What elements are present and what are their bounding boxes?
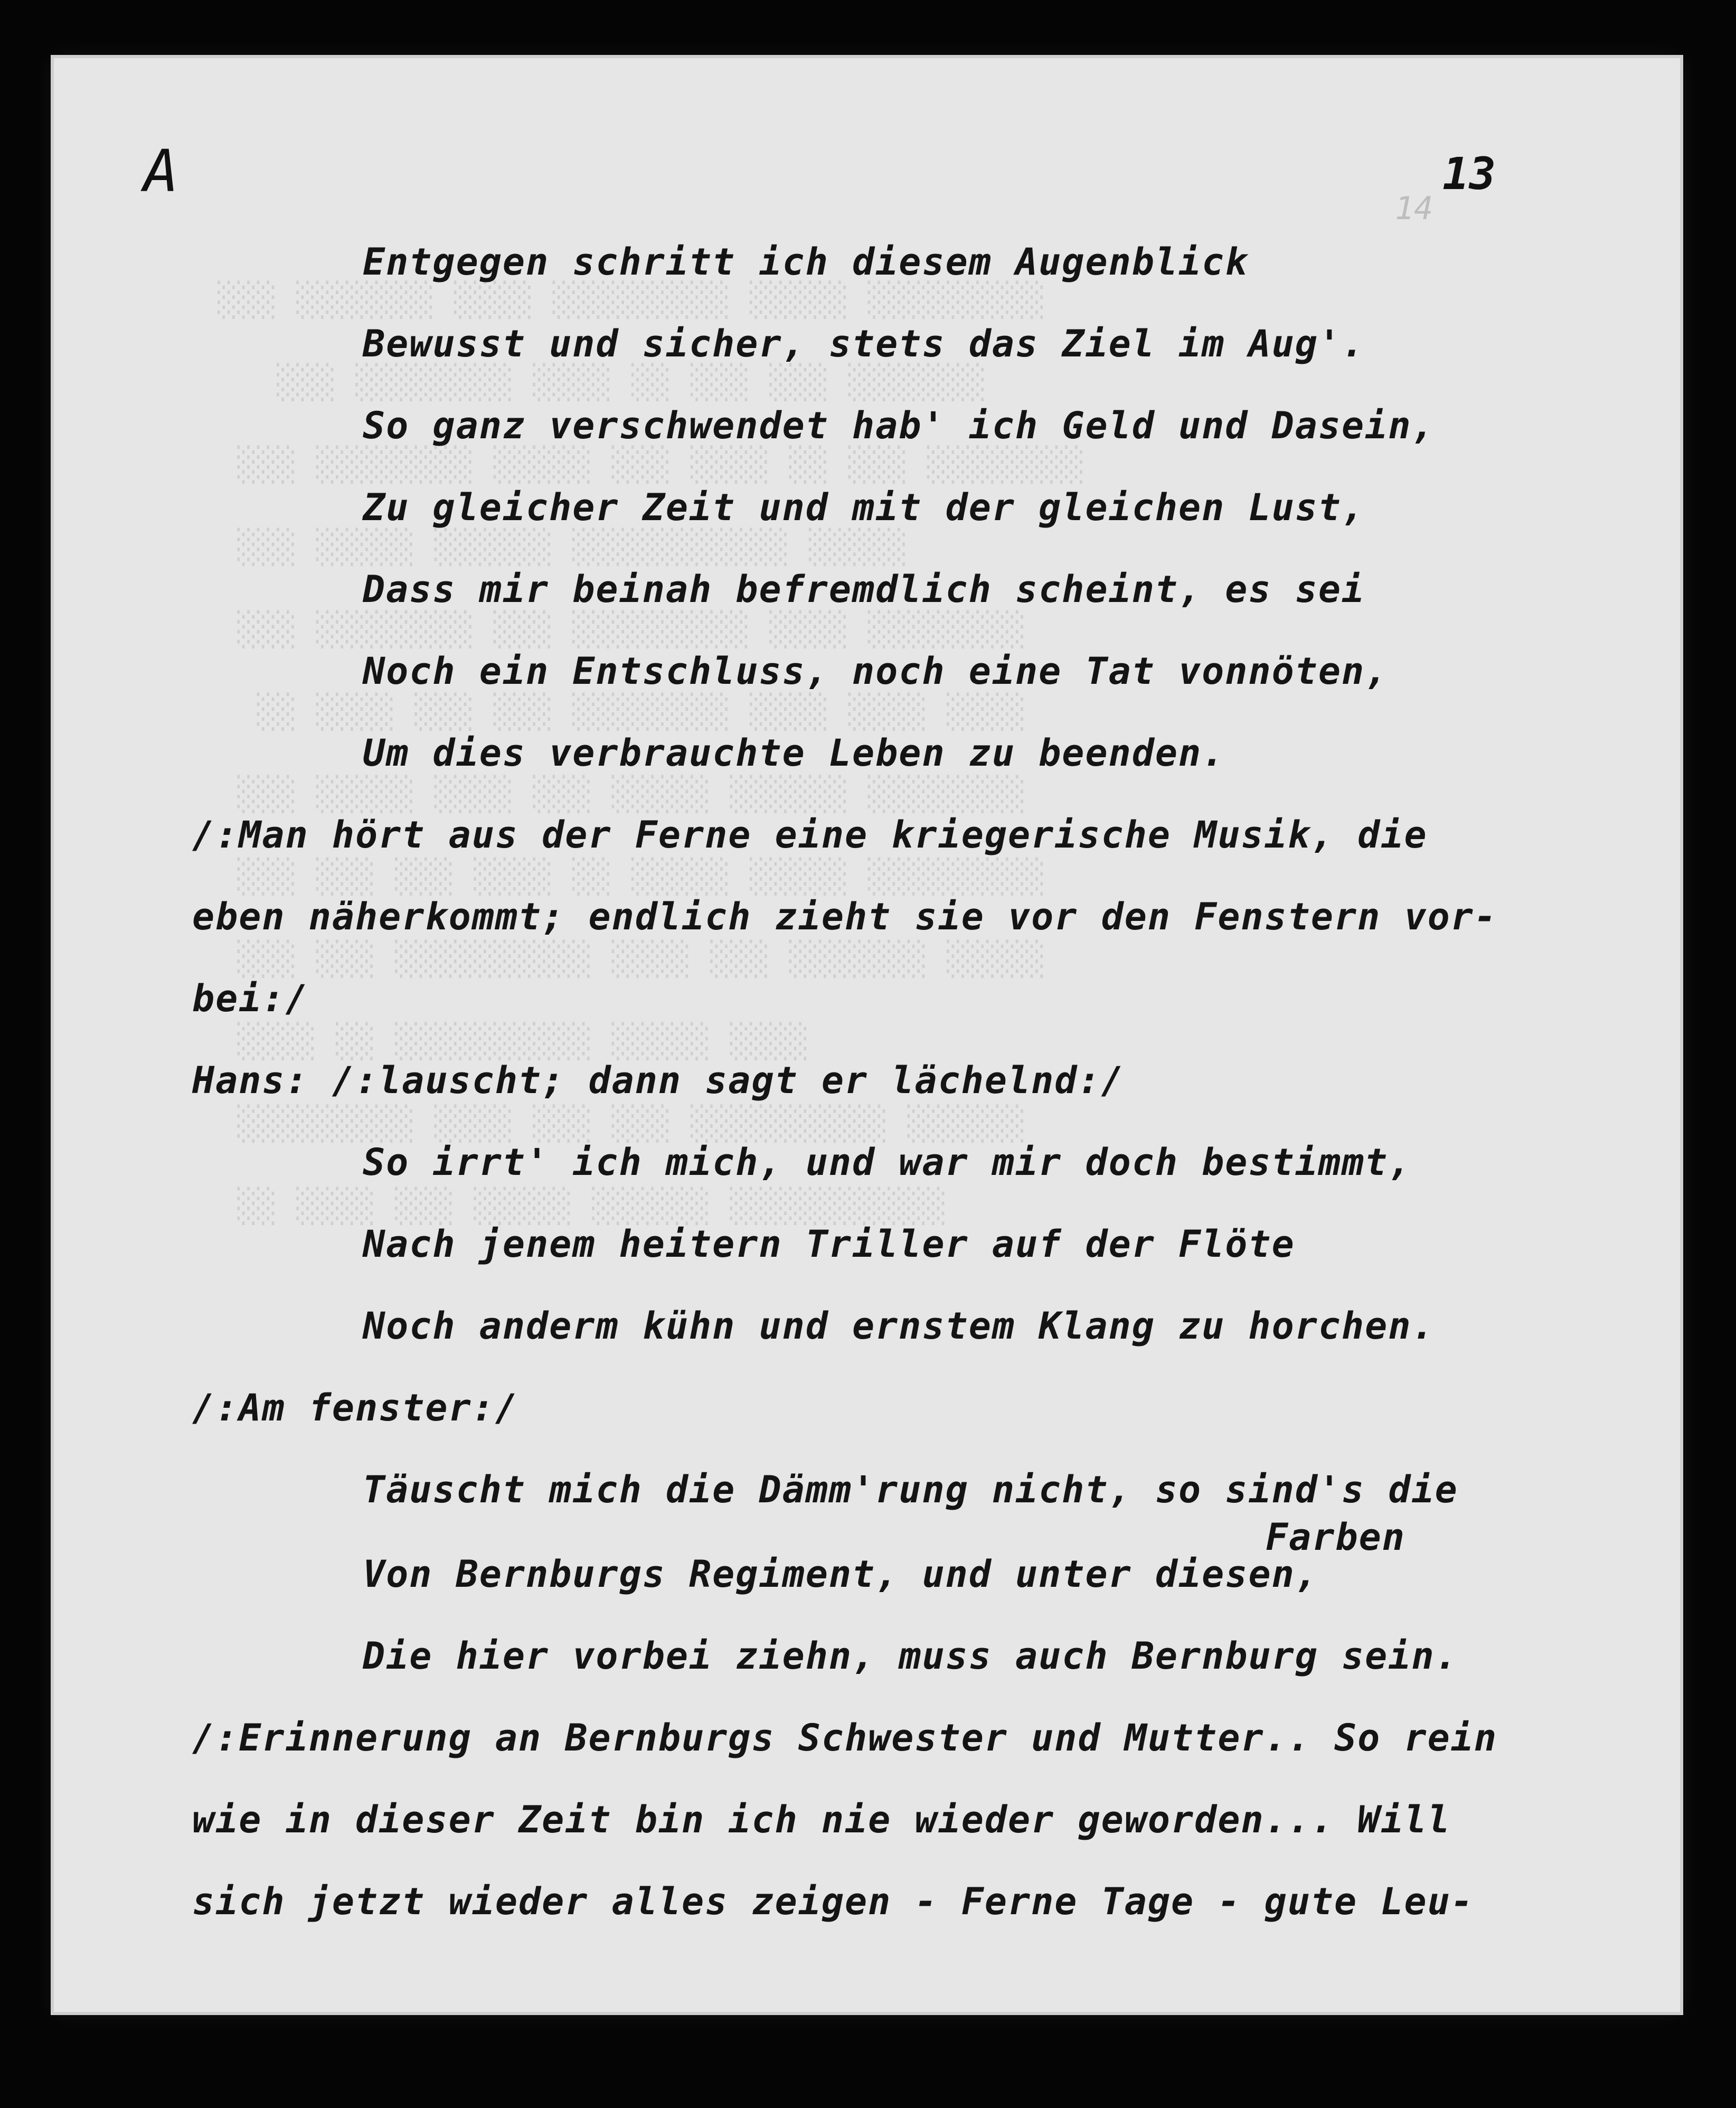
- page-number: 13: [1442, 148, 1496, 200]
- verse-line: Bewusst und sicher, stets das Ziel im Aug'.: [363, 322, 1365, 365]
- verse-line: Täuscht mich die Dämm'rung nicht, so sind's die: [363, 1468, 1458, 1511]
- verse-line: Noch ein Entschluss, noch eine Tat vonnöten,: [363, 650, 1389, 693]
- stage-direction-line: eben näherkommt; endlich zieht sie vor den Fenstern vor-: [192, 895, 1498, 938]
- verse-line: Noch anderm kühn und ernstem Klang zu horchen.: [363, 1304, 1435, 1348]
- verse-line: Dass mir beinah befremdlich scheint, es sei: [363, 568, 1365, 611]
- stage-direction-line: /:Man hört aus der Ferne eine kriegerische Musik, die: [192, 813, 1428, 857]
- corner-mark: A: [144, 137, 179, 205]
- speaker-line: Hans: /:lauscht; dann sagt er lächelnd:/: [192, 1059, 1125, 1102]
- verse-line: Von Bernburgs Regiment, und unter diesen,: [363, 1552, 1318, 1596]
- stage-direction-line: wie in dieser Zeit bin ich nie wieder geworden... Will: [192, 1798, 1451, 1841]
- stage-direction-line: /:Am fenster:/: [192, 1386, 519, 1429]
- verse-line: So ganz verschwendet hab' ich Geld und Dasein,: [363, 404, 1435, 447]
- bleed-through-page-number: 14: [1395, 190, 1433, 227]
- verse-line: Die hier vorbei ziehn, muss auch Bernburg sein.: [363, 1634, 1458, 1678]
- document-page: [54, 58, 1680, 2012]
- stage-direction-line: /:Erinnerung an Bernburgs Schwester und Mutter.. So rein: [192, 1716, 1498, 1759]
- bleed-through-text: ░░░ ░░░░░░░ ░░░░ ░░░░░░░░░ ░░░░░ ░░░░░░░░░ ░░░ ░░░░░░░░ ░░░░ ░░ ░░░ ░░░ ░░░░░░░ ░░░ ░░░░░░░░ ░░░░░ ░░░ ░░░░ ░░ ░░░ ░░░░░░░░ ░░░ ░░░░░ ░░░░░░ ░░░░░░░░░░░ ░░░░░ ░░░ ░░░░░░░░ ░░░ ░░░░░░░░░ ░░░░ ░░░░░░░░ ░░ ░░░░ ░░░ ░░░ ░░░░░░░░ ░░░░ ░░░░ ░░░░ ░░░ ░░░░░ ░░░░ ░░░ ░░░░░ ░░░░░░ ░░░░░░░░ ░░░ ░░░ ░░░ ░░░░ ░░ ░░░░░ ░░░░░ ░░░░░░░░░ ░░░ ░░░ ░░░░░░░░░░ ░░░░ ░░░ ░░░░░░░ ░░░░░ ░░░░ ░░ ░░░░░░░░░░ ░░░░░ ░░░░ ░░░░░░░░░ ░░░░ ░░░ ░░░ ░░░░░░░░░░ ░░░░░░ ░░ ░░░░ ░░░ ░░░░░ ░░░░░░ ░░░░░░░░░░░: [218, 280, 1085, 1225]
- verse-line: So irrt' ich mich, und war mir doch bestimmt,: [363, 1141, 1412, 1184]
- verse-line: Um dies verbrauchte Leben zu beenden.: [363, 731, 1225, 775]
- verse-continuation: Farben: [1266, 1516, 1405, 1559]
- verse-line: Zu gleicher Zeit und mit der gleichen Lust,: [363, 486, 1365, 529]
- verse-line: Entgegen schritt ich diesem Augenblick: [363, 240, 1249, 284]
- verse-line: Nach jenem heitern Triller auf der Flöte: [363, 1222, 1295, 1266]
- stage-direction-line: sich jetzt wieder alles zeigen - Ferne Tage - gute Leu-: [192, 1880, 1474, 1923]
- stage-direction-line: bei:/: [192, 977, 309, 1020]
